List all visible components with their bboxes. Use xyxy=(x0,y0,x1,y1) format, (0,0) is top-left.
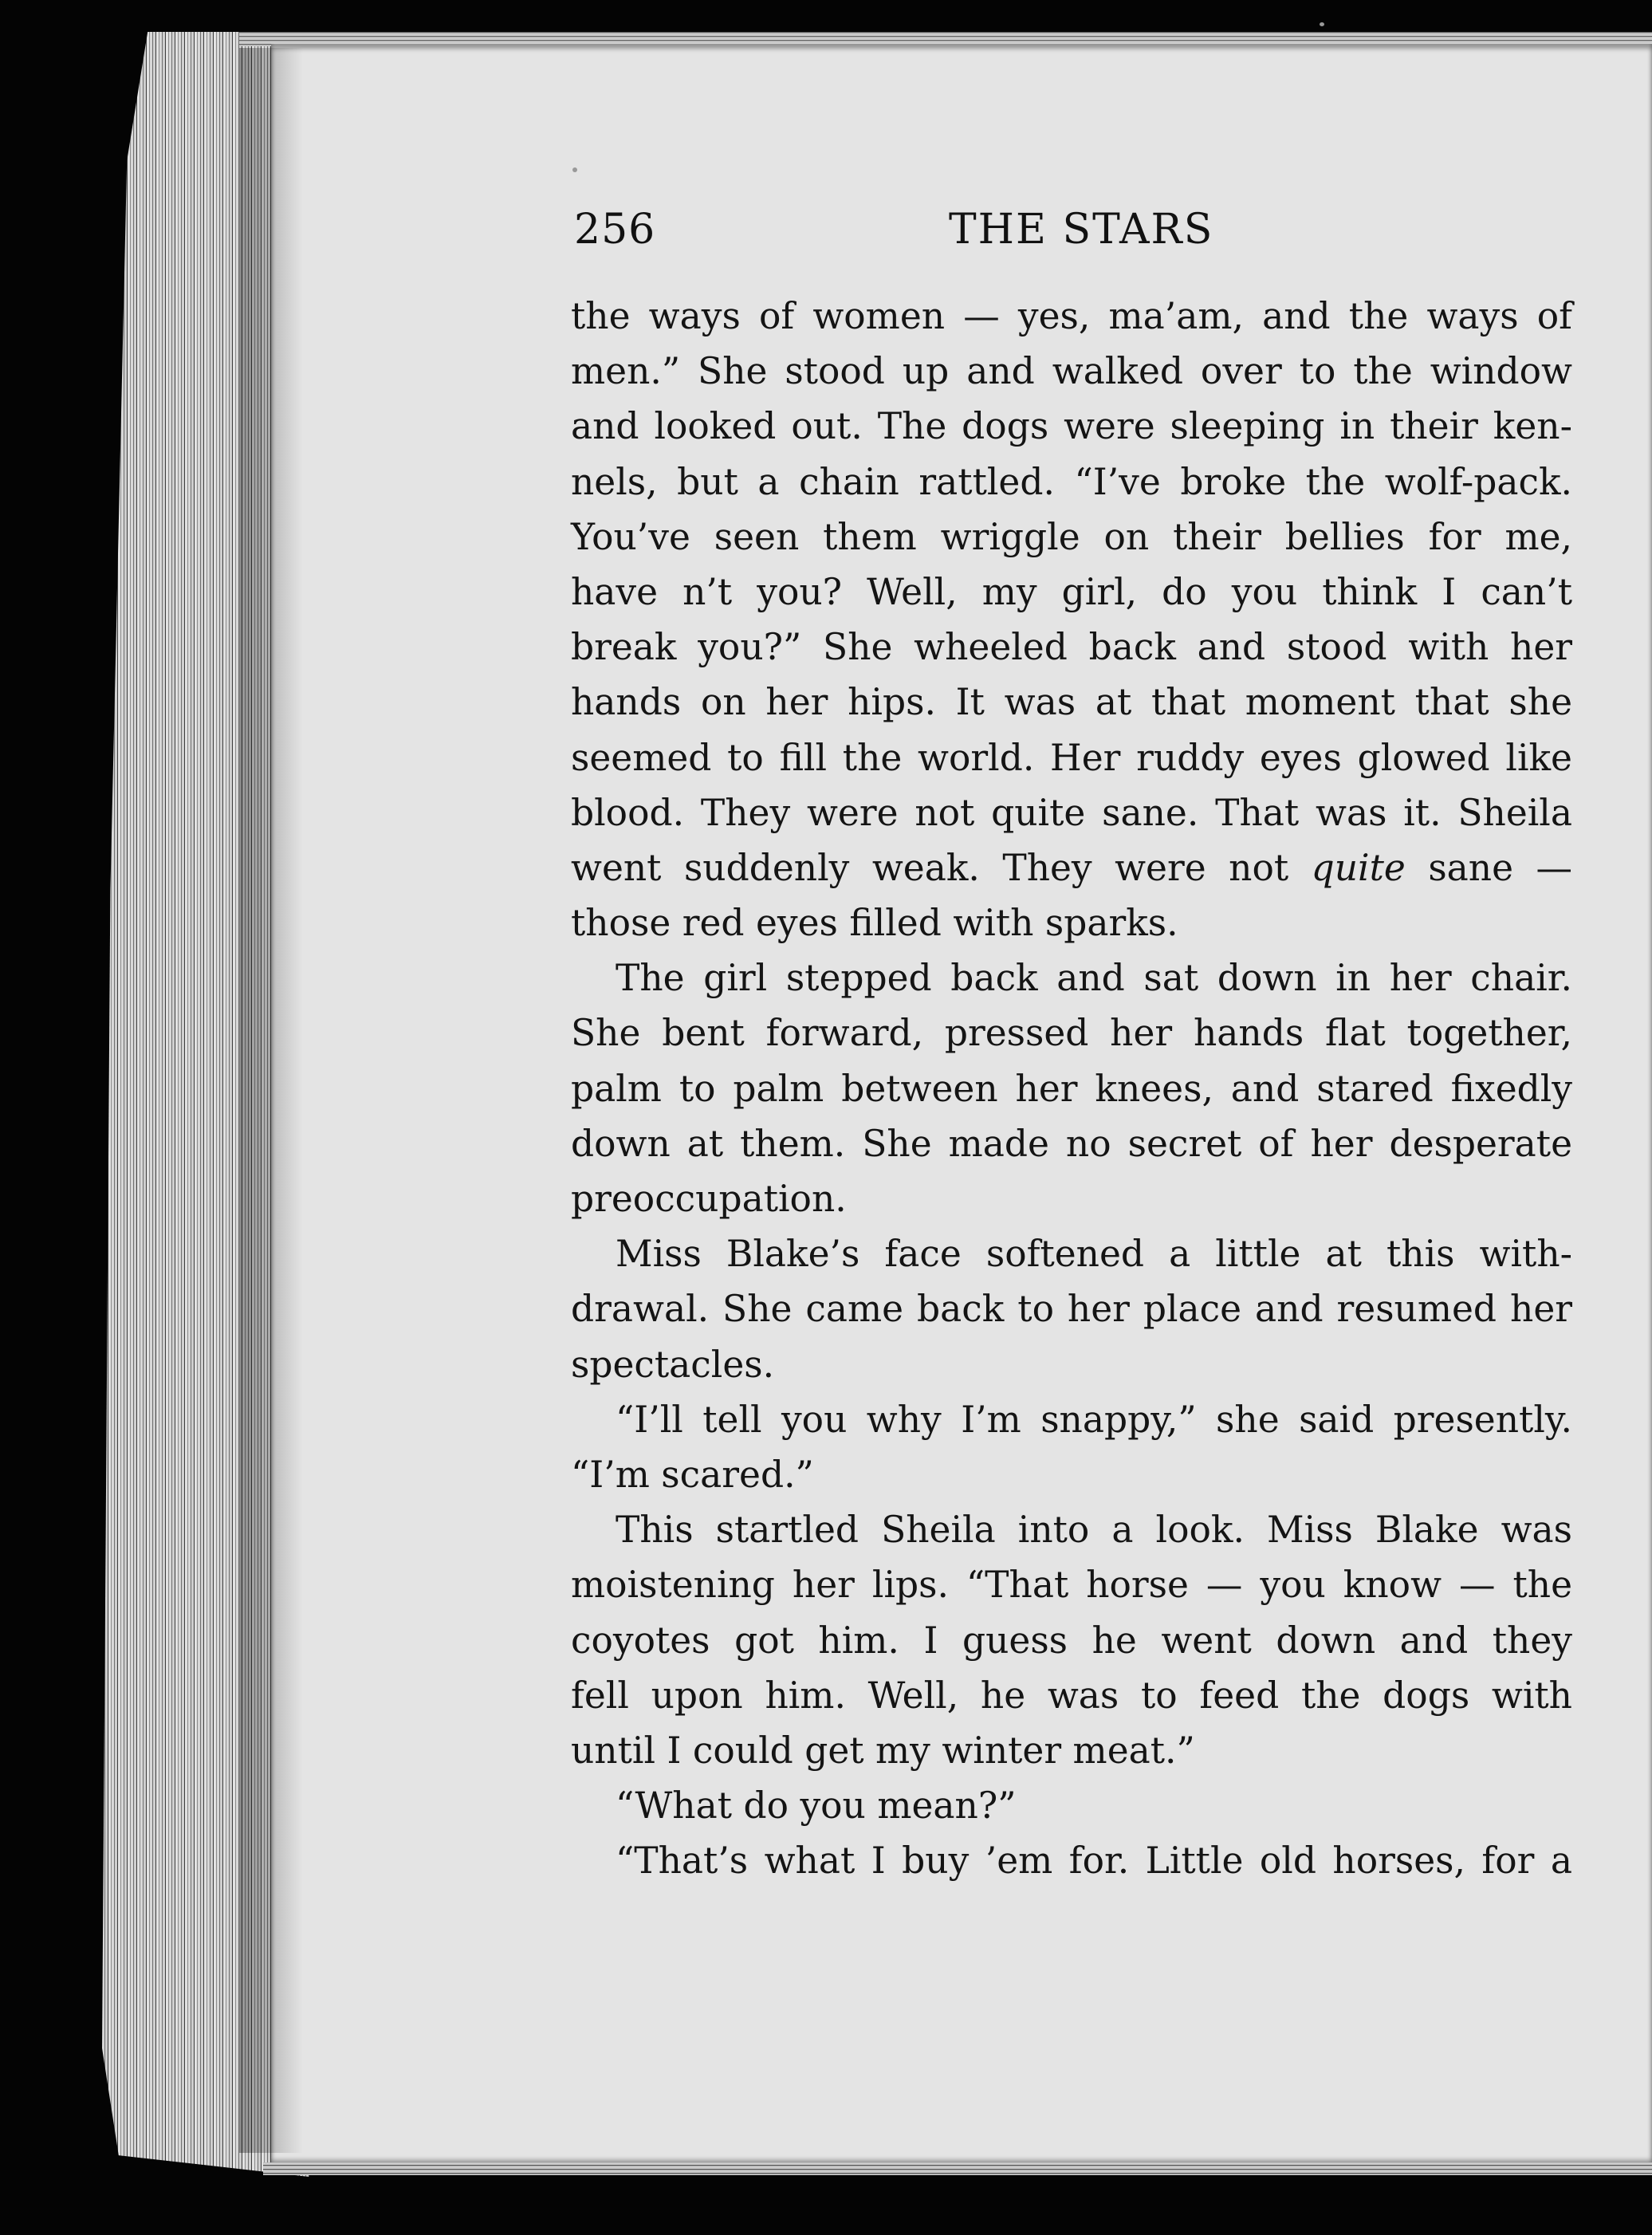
page-number: 256 xyxy=(574,206,656,254)
running-head xyxy=(574,206,1580,262)
text-line: “I’m scared.” xyxy=(571,1453,814,1496)
running-title: THE STARS xyxy=(949,206,1214,254)
text-line: The girl stepped back and sat down in her chair. xyxy=(616,957,1572,1000)
text-line: until I could get my winter meat.” xyxy=(571,1729,1195,1772)
text-line: went suddenly weak. They were not quite sane — xyxy=(571,846,1573,889)
text-line: Miss Blake’s face softened a little at this with- xyxy=(616,1233,1572,1276)
print-speck xyxy=(1320,22,1324,26)
text-line: men.” She stood up and walked over to the window xyxy=(571,350,1572,393)
text-line: seemed to fill the world. Her ruddy eyes glowed like xyxy=(571,736,1572,779)
text-line: spectacles. xyxy=(571,1343,775,1386)
text-line: blood. They were not quite sane. That was it. Sheila xyxy=(571,791,1572,834)
text-line: preoccupation. xyxy=(571,1178,847,1220)
text-line: hands on her hips. It was at that moment that she xyxy=(571,681,1572,724)
text-line: palm to palm between her knees, and stared fixedly xyxy=(571,1067,1572,1110)
text-line: She bent forward, pressed her hands flat together, xyxy=(571,1012,1572,1055)
text-line: moistening her lips. “That horse — you know — the xyxy=(571,1564,1572,1607)
text-line: down at them. She made no secret of her desperate xyxy=(571,1122,1572,1165)
text-line: nels, but a chain rattled. “I’ve broke the wolf-pack. xyxy=(571,460,1572,503)
text-line: This startled Sheila into a look. Miss Blake was xyxy=(616,1509,1572,1552)
gutter-shadow xyxy=(239,48,303,2153)
text-line: coyotes got him. I guess he went down and they xyxy=(571,1619,1572,1662)
text-line: “That’s what I buy ’em for. Little old horses, for a xyxy=(616,1840,1572,1883)
text-line: the ways of women — yes, ma’am, and the ways of xyxy=(571,295,1572,337)
text-line: “What do you mean?” xyxy=(616,1784,1017,1828)
text-line: drawal. She came back to her place and resumed her xyxy=(571,1288,1572,1331)
text-line: You’ve seen them wriggle on their bellies for me, xyxy=(571,515,1572,558)
italic-word: quite xyxy=(1311,846,1406,889)
text-line: fell upon him. Well, he was to feed the dogs with xyxy=(571,1674,1572,1717)
text-line: and looked out. The dogs were sleeping in their ken- xyxy=(571,405,1572,448)
print-speck xyxy=(572,167,577,172)
text-line: have n’t you? Well, my girl, do you think I can’t xyxy=(571,570,1572,613)
body-text xyxy=(571,289,1572,1888)
text-line: break you?” She wheeled back and stood with her xyxy=(571,626,1572,669)
bottom-page-edge xyxy=(263,2162,1652,2175)
text-line: those red eyes filled with sparks. xyxy=(571,902,1178,945)
text-line: “I’ll tell you why I’m snappy,” she said presently. xyxy=(616,1398,1572,1441)
